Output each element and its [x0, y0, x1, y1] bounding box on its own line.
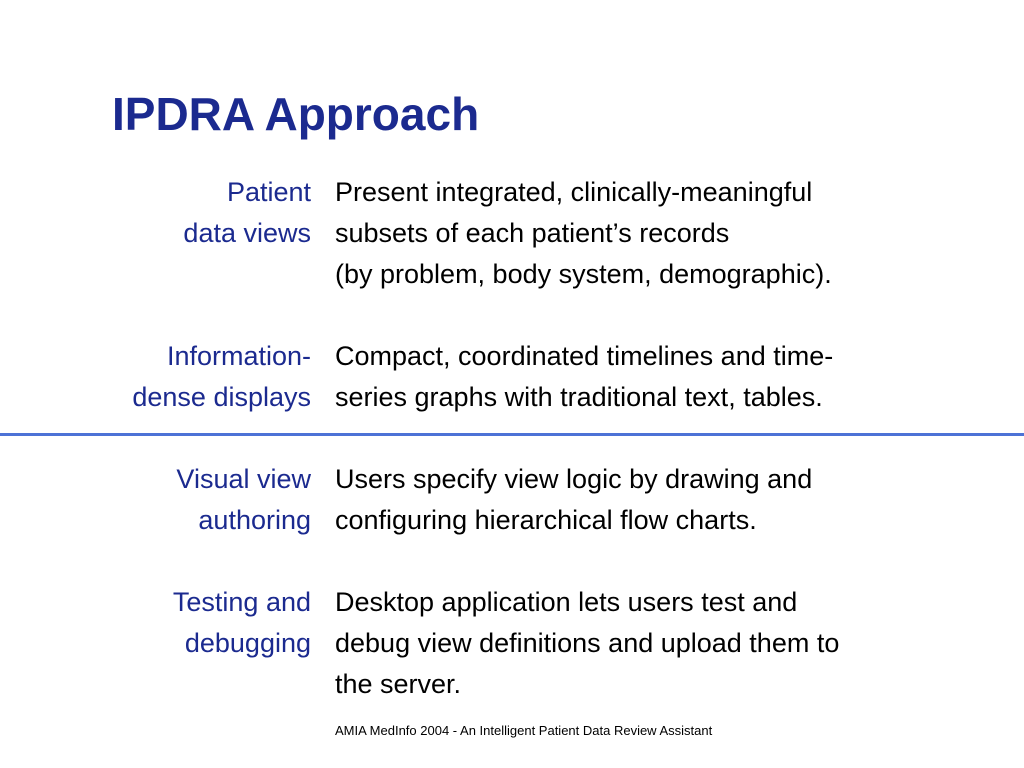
- section-desc-visual-view-authoring: [335, 459, 812, 541]
- slide-title: IPDRA Approach: [112, 88, 480, 140]
- section-desc-patient-data-views: [335, 172, 832, 295]
- section-desc-testing-and-debugging: [335, 582, 839, 705]
- section-desc-line: Compact, coordinated timelines and time-: [335, 341, 834, 371]
- section-label-line: dense displays: [132, 382, 311, 412]
- section-label-information-dense-displays: [132, 336, 311, 418]
- section-desc-line: configuring hierarchical flow charts.: [335, 505, 757, 535]
- section-desc-line: series graphs with traditional text, tables.: [335, 382, 823, 412]
- section-label-line: Information-: [166, 341, 311, 371]
- section-label-line: Visual view: [176, 464, 311, 494]
- section-label-line: Testing and: [172, 587, 311, 617]
- section-desc-line: Present integrated, clinically-meaningful: [335, 177, 813, 207]
- section-label-visual-view-authoring: [176, 459, 311, 541]
- section-desc-line: subsets of each patient’s records: [335, 218, 730, 248]
- section-label-line: Patient: [226, 177, 311, 207]
- section-desc-line: the server.: [335, 669, 462, 699]
- section-label-testing-and-debugging: [173, 582, 311, 664]
- section-label-patient-data-views: [183, 172, 311, 254]
- slide-footer: AMIA MedInfo 2004 - An Intelligent Patient Data Review Assistant: [335, 723, 713, 738]
- section-desc-line: Desktop application lets users test and: [335, 587, 798, 617]
- section-label-line: debugging: [184, 628, 311, 658]
- section-desc-information-dense-displays: [335, 336, 833, 418]
- section-desc-line: (by problem, body system, demographic).: [335, 259, 832, 289]
- section-divider: [0, 433, 1024, 436]
- section-label-line: data views: [183, 218, 311, 248]
- section-desc-line: debug view definitions and upload them to: [335, 628, 840, 658]
- section-desc-line: Users specify view logic by drawing and: [335, 464, 813, 494]
- section-label-line: authoring: [198, 505, 311, 535]
